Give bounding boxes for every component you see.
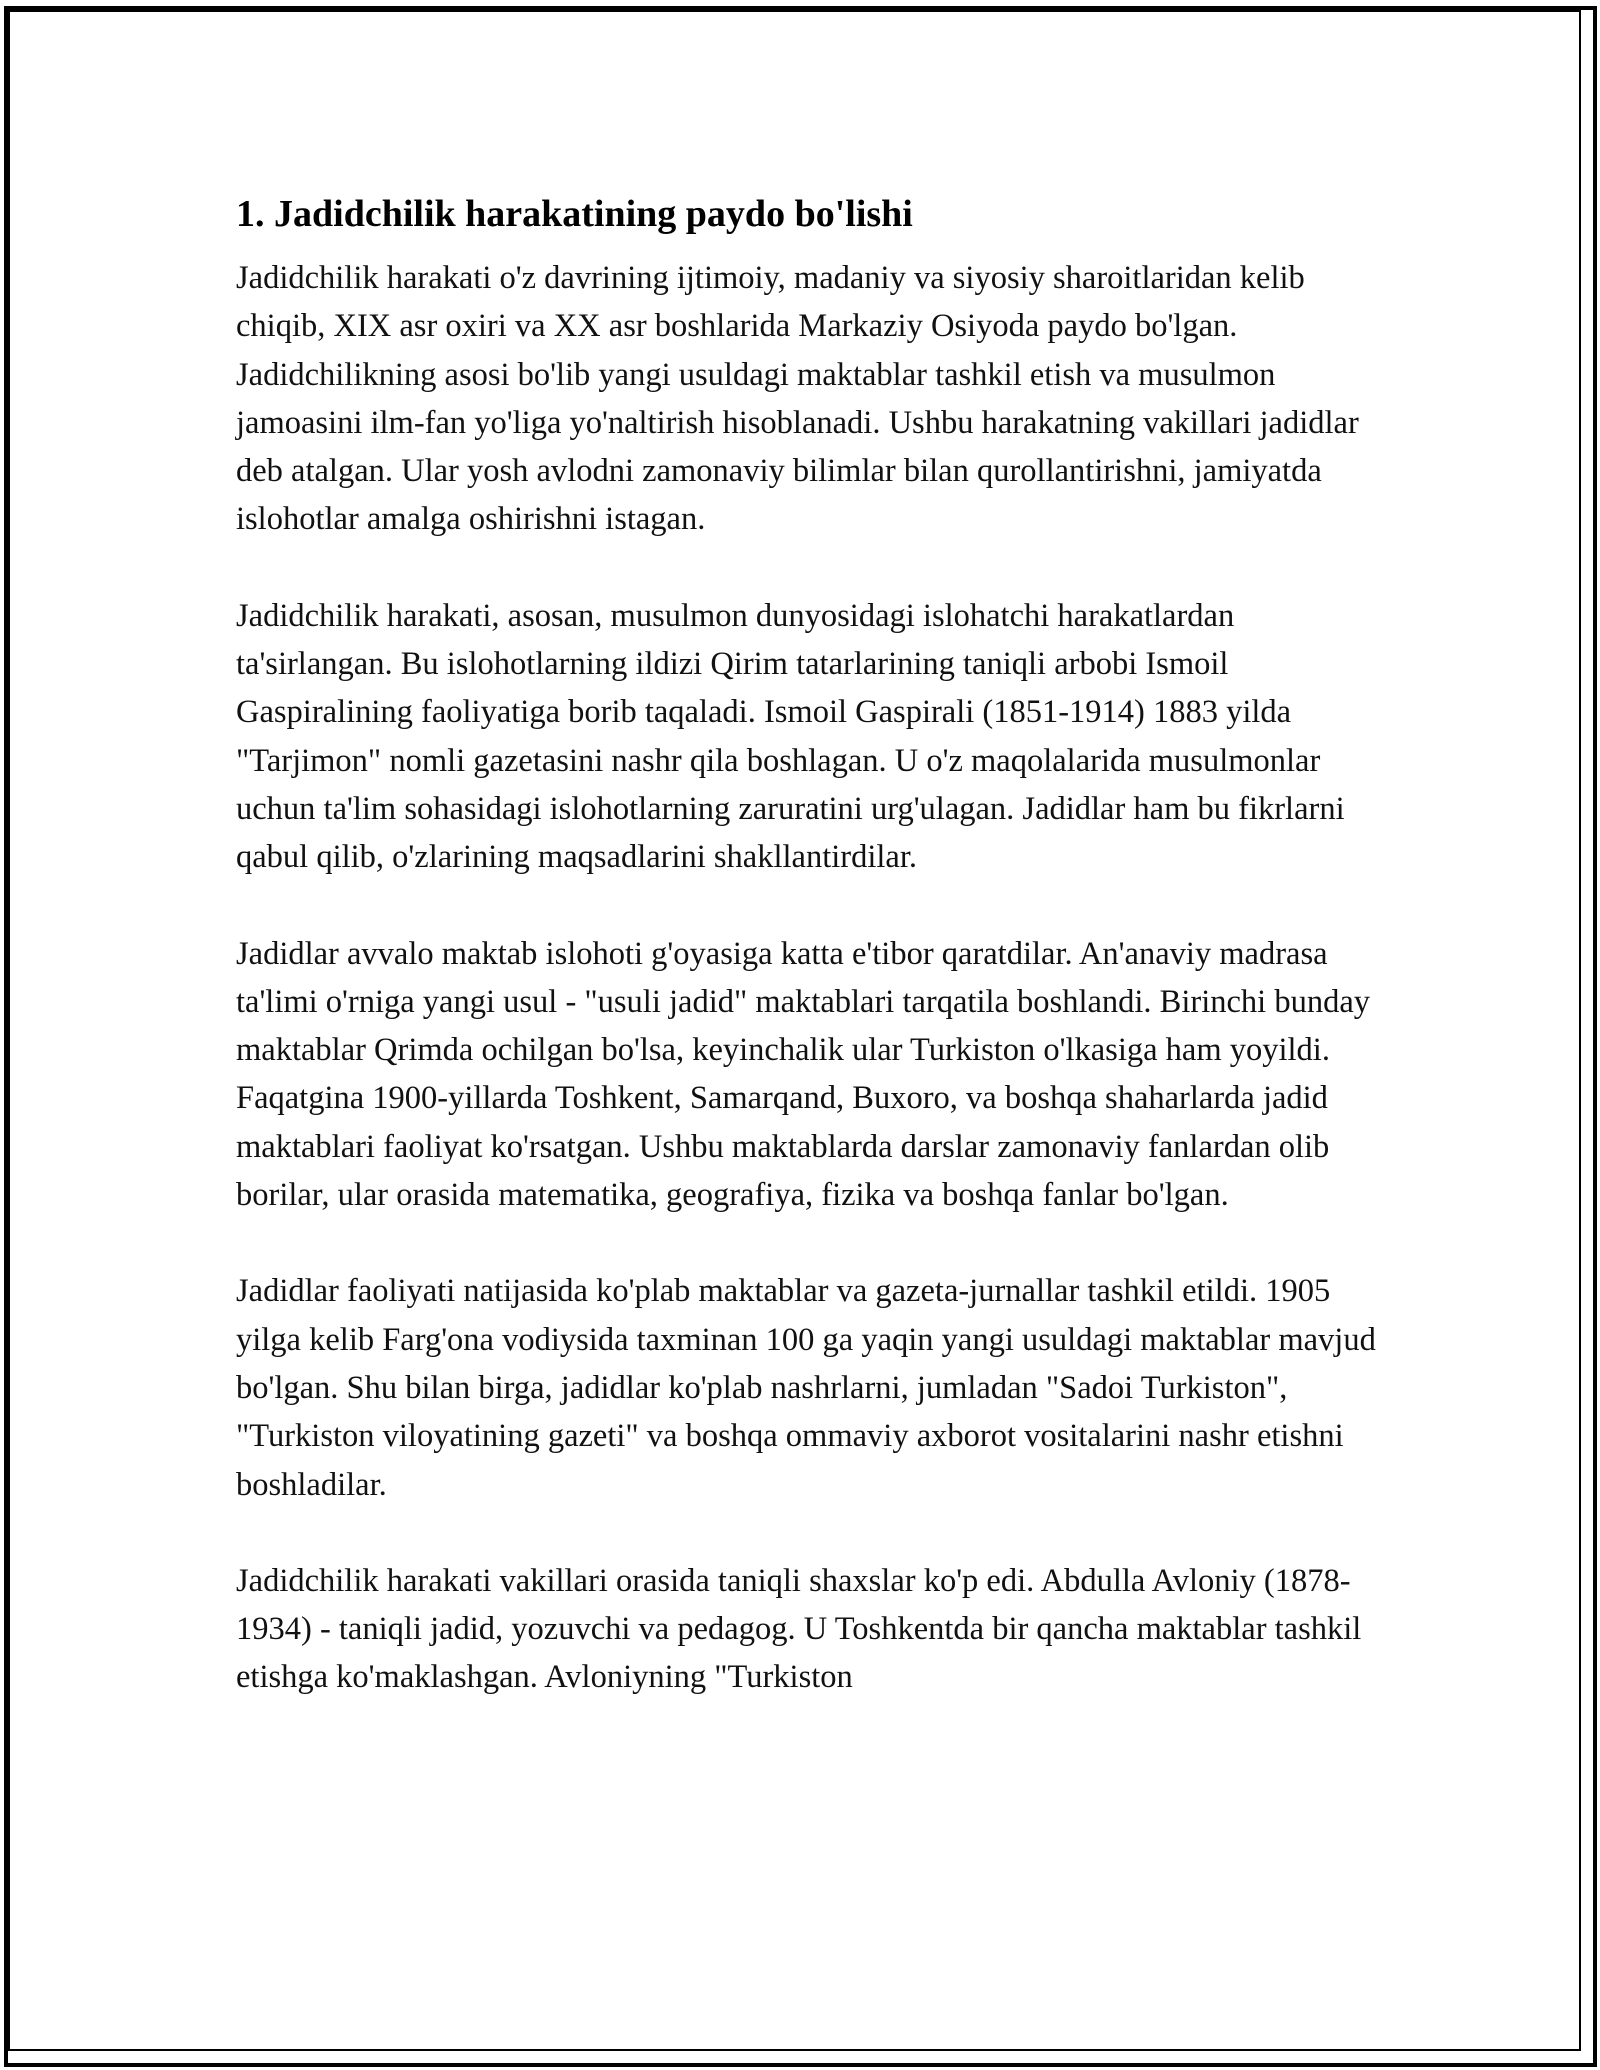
- paragraph-4: Jadidlar faoliyati natijasida ko'plab maktablar va gazeta-jurnallar tashkil etildi. 1905 yilga kelib Farg'ona vodiysida taxminan 100 ga yaqin yangi usuldagi maktablar mavjud bo'lgan. Shu bilan birga, jadidlar ko'plab nashrlarni, jumladan "Sadoi Turkiston", "Turkiston viloyatining gazeti" va boshqa ommaviy axborot vositalarini nashr etishni boshladilar.: [236, 1273, 1376, 1503]
- section-heading: 1. Jadidchilik harakatining paydo bo'lishi: [236, 193, 913, 235]
- document-body: [236, 186, 1376, 1750]
- paragraph-5: Jadidchilik harakati vakillari orasida taniqli shaxslar ko'p edi. Abdulla Avloniy (1878-1934) - taniqli jadid, yozuvchi va pedagog. U Toshkentda bir qancha maktablar tashkil etishga ko'maklashgan. Avloniyning "Turkiston: [236, 1562, 1362, 1696]
- paragraph-2: Jadidchilik harakati, asosan, musulmon dunyosidagi islohatchi harakatlardan ta'sirlangan. Bu islohotlarning ildizi Qirim tatarlarining taniqli arbobi Ismoil Gaspiralining faoliyatiga borib taqaladi. Ismoil Gaspirali (1851-1914) 1883 yilda "Tarjimon" nomli gazetasini nashr qila boshlagan. U o'z maqolalarida musulmonlar uchun ta'lim sohasidagi islohotlarning zaruratini urg'ulagan. Jadidlar ham bu fikrlarni qabul qilib, o'zlarining maqsadlarini shakllantirdilar.: [236, 597, 1345, 876]
- paragraph-1: Jadidchilik harakati o'z davrining ijtimoiy, madaniy va siyosiy sharoitlaridan kelib chiqib, XIX asr oxiri va XX asr boshlarida Markaziy Osiyoda paydo bo'lgan. Jadidchilikning asosi bo'lib yangi usuldagi maktablar tashkil etish va musulmon jamoasini ilm-fan yo'liga yo'naltirish hisoblanadi. Ushbu harakatning vakillari jadidlar deb atalgan. Ular yosh avlodni zamonaviy bilimlar bilan qurollantirishni, jamiyatda islohotlar amalga oshirishni istagan.: [236, 260, 1359, 538]
- paragraph-3: Jadidlar avvalo maktab islohoti g'oyasiga katta e'tibor qaratdilar. An'anaviy madrasa ta'limi o'rniga yangi usul - "usuli jadid" maktablari tarqatila boshlandi. Birinchi bunday maktablar Qrimda ochilgan bo'lsa, keyinchalik ular Turkiston o'lkasiga ham yoyildi. Faqatgina 1900-yillarda Toshkent, Samarqand, Buxoro, va boshqa shaharlarda jadid maktablari faoliyat ko'rsatgan. Ushbu maktablarda darslar zamonaviy fanlardan olib borilar, ular orasida matematika, geografiya, fizika va boshqa fanlar bo'lgan.: [236, 935, 1370, 1214]
